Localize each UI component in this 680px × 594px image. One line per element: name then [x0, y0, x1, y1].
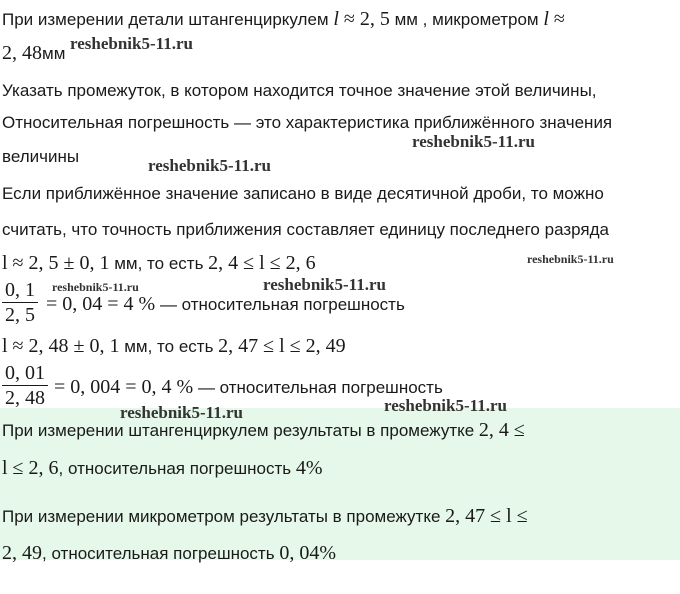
- watermark: reshebnik5-11.ru: [263, 275, 386, 294]
- definition-line-1: Относительная погрешность — это характеристика приближённого значения: [2, 113, 613, 132]
- fraction-1-result: = 0, 04 = 4 % — относительная погрешность: [46, 293, 405, 315]
- answer-1-line-2: l ≤ 2, 6, относительная погрешность 4%: [2, 457, 323, 479]
- watermark: reshebnik5-11.ru: [52, 280, 139, 294]
- answer-2-line-1: При измерении микрометром результаты в промежутке 2, 47 ≤ l ≤: [2, 505, 528, 527]
- fraction-2: 0, 01 2, 48: [2, 362, 48, 409]
- watermark: reshebnik5-11.ru: [412, 132, 535, 151]
- step-2-line: l ≈ 2, 48 ± 0, 1 мм, то есть 2, 47 ≤ l ≤ 2, 49: [2, 335, 346, 357]
- answer-2-line-2: 2, 49, относительная погрешность 0, 04%: [2, 542, 336, 564]
- task-line-1: При измерении детали штангенциркулем l ≈ 2, 5 мм , микрометром l ≈: [2, 8, 565, 30]
- fraction-1: 0, 1 2, 5: [2, 279, 38, 326]
- answer-1-line-1: При измерении штангенциркулем результаты в промежутке 2, 4 ≤: [2, 419, 525, 441]
- fraction-2-result: = 0, 004 = 0, 4 % — относительная погрешность: [54, 376, 443, 398]
- definition-line-2: величины: [2, 147, 80, 166]
- watermark: reshebnik5-11.ru: [70, 34, 193, 53]
- watermark: reshebnik5-11.ru: [148, 156, 271, 175]
- watermark: reshebnik5-11.ru: [120, 403, 243, 422]
- task-line-2: 2, 48мм: [2, 42, 66, 64]
- task-line-3: Указать промежуток, в котором находится точное значение этой величины,: [2, 81, 597, 100]
- watermark: reshebnik5-11.ru: [527, 252, 614, 266]
- rule-line-1: Если приближённое значение записано в виде десятичной дроби, то можно: [2, 184, 604, 203]
- step-1-line: l ≈ 2, 5 ± 0, 1 мм, то есть 2, 4 ≤ l ≤ 2, 6: [2, 252, 316, 274]
- watermark: reshebnik5-11.ru: [384, 396, 507, 415]
- rule-line-2: считать, что точность приближения составляет единицу последнего разряда: [2, 220, 609, 239]
